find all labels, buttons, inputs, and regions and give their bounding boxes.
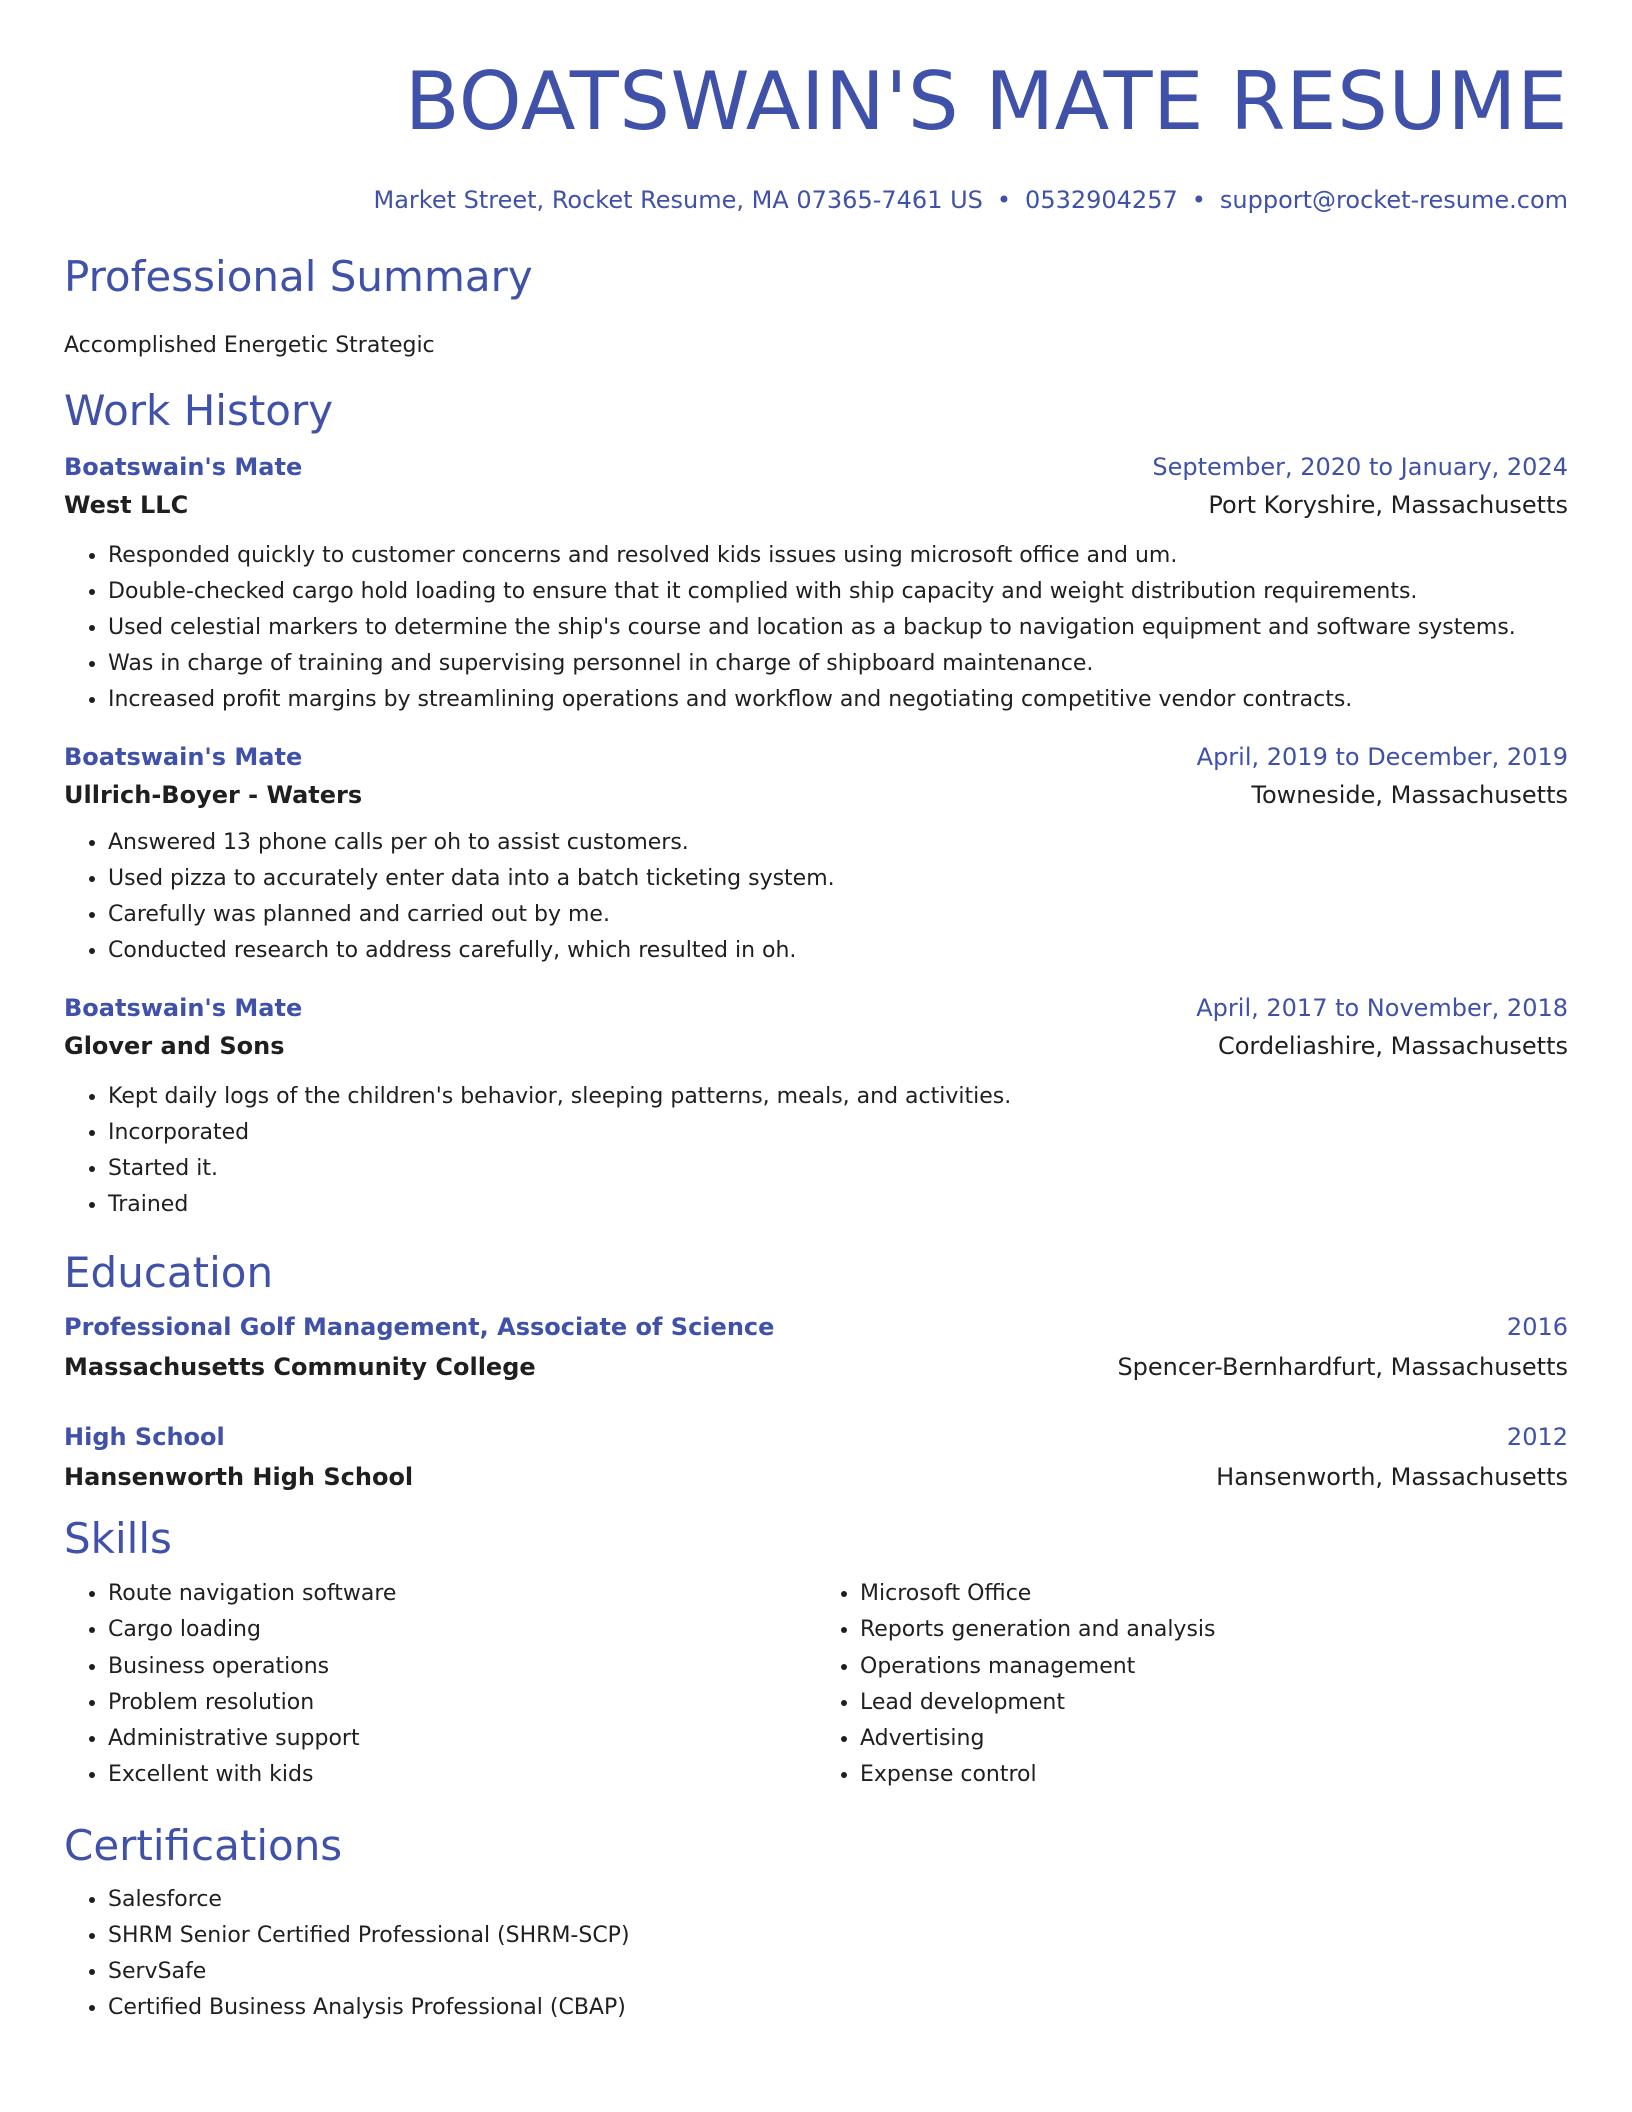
education-header-row — [64, 1311, 1568, 1343]
list-item: • Microsoft Office — [860, 1576, 1568, 1612]
work-history-section — [64, 383, 1568, 1223]
job-company-row — [64, 779, 1568, 811]
contact-email[interactable]: support@rocket-resume.com — [1219, 186, 1568, 214]
job-role: Boatswain's Mate — [64, 994, 303, 1022]
job-header-row — [64, 741, 1568, 773]
job-company: West LLC — [64, 491, 189, 519]
education-year: 2012 — [1506, 1423, 1568, 1451]
skills-columns — [64, 1576, 1568, 1794]
education-degree: Professional Golf Management, Associate of Science — [64, 1313, 775, 1341]
list-item: • Business operations — [108, 1649, 816, 1685]
education-section — [64, 1245, 1568, 1493]
education-school: Hansenworth High School — [64, 1463, 414, 1491]
job-header-row — [64, 992, 1568, 1024]
education-school-row — [64, 1461, 1568, 1493]
resume-page — [64, 0, 1568, 2026]
job-header-row — [64, 451, 1568, 483]
job-entry — [64, 451, 1568, 718]
education-school-row — [64, 1351, 1568, 1383]
contact-address: Market Street, Rocket Resume, MA 07365-7461 US — [373, 186, 983, 214]
list-item: • Used celestial markers to determine the ship's course and location as a backup to navigation equipment and software systems. — [108, 610, 1568, 646]
education-location: Hansenworth, Massachusetts — [1216, 1463, 1568, 1491]
list-item: • Incorporated — [108, 1115, 1568, 1151]
education-entry — [64, 1421, 1568, 1493]
list-item: • Certified Business Analysis Professional (CBAP) — [108, 1990, 1568, 2026]
education-entry — [64, 1311, 1568, 1383]
list-item: • Trained — [108, 1187, 1568, 1223]
list-item: • Started it. — [108, 1151, 1568, 1187]
list-item: • SHRM Senior Certified Professional (SHRM-SCP) — [108, 1918, 1568, 1954]
list-item: • Answered 13 phone calls per oh to assist customers. — [108, 825, 1568, 861]
summary-heading: Professional Summary — [64, 252, 533, 301]
list-item: • Cargo loading — [108, 1612, 816, 1648]
education-location: Spencer-Bernhardfurt, Massachusetts — [1117, 1353, 1568, 1381]
job-bullets — [64, 1079, 1568, 1223]
separator-dot: • — [996, 186, 1012, 214]
resume-header — [64, 0, 1568, 216]
list-item: • Reports generation and analysis — [860, 1612, 1568, 1648]
list-item: • Problem resolution — [108, 1685, 816, 1721]
list-item: • Administrative support — [108, 1721, 816, 1757]
list-item: • Increased profit margins by streamlining operations and workflow and negotiating competitive vendor contracts. — [108, 682, 1568, 718]
list-item: • Lead development — [860, 1685, 1568, 1721]
skills-list-right — [816, 1576, 1568, 1794]
separator-dot: • — [1191, 186, 1206, 214]
education-year: 2016 — [1506, 1313, 1568, 1341]
education-header-row — [64, 1421, 1568, 1453]
job-company: Ullrich-Boyer - Waters — [64, 781, 363, 809]
certifications-list — [64, 1882, 1568, 2026]
job-dates: April, 2017 to November, 2018 — [1196, 994, 1568, 1022]
list-item: • Route navigation software — [108, 1576, 816, 1612]
certifications-heading: Certifications — [64, 1820, 343, 1870]
work-history-heading: Work History — [64, 386, 334, 435]
resume-title: BOATSWAIN'S MATE RESUME — [404, 55, 1568, 148]
job-location: Cordeliashire, Massachusetts — [1217, 1032, 1568, 1060]
list-item: • Conducted research to address carefully, which resulted in oh. — [108, 933, 1568, 969]
contact-line — [64, 184, 1568, 216]
list-item: • Used pizza to accurately enter data into a batch ticketing system. — [108, 861, 1568, 897]
job-company-row — [64, 489, 1568, 521]
list-item: • Was in charge of training and supervising personnel in charge of shipboard maintenance. — [108, 646, 1568, 682]
job-entry — [64, 741, 1568, 969]
list-item: • Operations management — [860, 1649, 1568, 1685]
list-item: • Kept daily logs of the children's behavior, sleeping patterns, meals, and activities. — [108, 1079, 1568, 1115]
education-school: Massachusetts Community College — [64, 1353, 536, 1381]
job-bullets — [64, 538, 1568, 718]
summary-section — [64, 249, 1568, 361]
skills-section — [64, 1511, 1568, 1794]
job-location: Port Koryshire, Massachusetts — [1208, 491, 1568, 519]
job-entry — [64, 992, 1568, 1223]
job-role: Boatswain's Mate — [64, 743, 303, 771]
education-degree: High School — [64, 1423, 225, 1451]
list-item: • Carefully was planned and carried out by me. — [108, 897, 1568, 933]
skills-list-left — [64, 1576, 816, 1794]
summary-text: Accomplished Energetic Strategic — [64, 333, 435, 358]
list-item: • Advertising — [860, 1721, 1568, 1757]
job-dates: April, 2019 to December, 2019 — [1196, 743, 1568, 771]
education-heading: Education — [64, 1248, 274, 1297]
list-item: • Responded quickly to customer concerns and resolved kids issues using microsoft office and um. — [108, 538, 1568, 574]
contact-phone: 0532904257 — [1025, 186, 1178, 214]
list-item: • ServSafe — [108, 1954, 1568, 1990]
job-location: Towneside, Massachusetts — [1251, 781, 1568, 809]
job-company: Glover and Sons — [64, 1032, 285, 1060]
certifications-section — [64, 1818, 1568, 2026]
job-company-row — [64, 1030, 1568, 1062]
job-bullets — [64, 825, 1568, 969]
list-item: • Salesforce — [108, 1882, 1568, 1918]
job-dates: September, 2020 to January, 2024 — [1152, 453, 1568, 481]
list-item: • Excellent with kids — [108, 1757, 816, 1793]
skills-heading: Skills — [64, 1514, 172, 1563]
job-role: Boatswain's Mate — [64, 453, 303, 481]
list-item: • Expense control — [860, 1757, 1568, 1793]
list-item: • Double-checked cargo hold loading to ensure that it complied with ship capacity and weight distribution requirements. — [108, 574, 1568, 610]
